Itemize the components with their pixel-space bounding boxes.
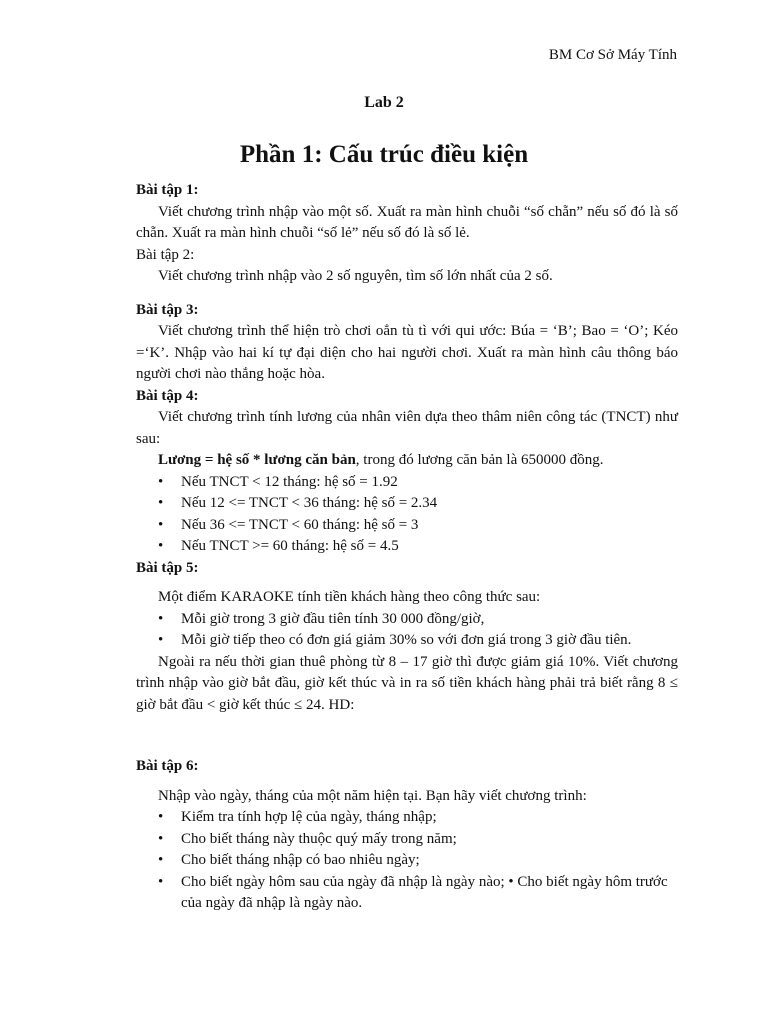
salary-formula-rest: , trong đó lương căn bản là 650000 đồng. <box>355 452 604 468</box>
list-item-text: Cho biết ngày hôm sau của ngày đã nhập là ngày nào; • Cho biết ngày hôm trước của ngày đã nhập là ngày nào. <box>181 873 668 911</box>
list-item-text: Cho biết tháng này thuộc quý mấy trong năm; <box>181 830 457 847</box>
salary-formula <box>136 450 678 472</box>
exercise-1-body: Viết chương trình nhập vào một số. Xuất ra màn hình chuỗi “số chẵn” nếu số đó là số chẵn. Xuất ra màn hình chuỗi “số lẻ” nếu số đó là số lẻ. <box>136 203 678 241</box>
list-item <box>136 536 678 558</box>
exercise-3-body: Viết chương trình thể hiện trò chơi oẳn tù tì với qui ước: Búa = ‘B’; Bao = ‘O’; Kéo =‘K’. Nhập vào hai kí tự đại diện cho hai người chơi. Xuất ra màn hình câu thông báo người chơi nào thắng hoặc hòa. <box>136 323 678 382</box>
list-item-text: Mỗi giờ tiếp theo có đơn giá giảm 30% so với đơn giá trong 3 giờ đầu tiên. <box>181 632 632 648</box>
exercise-4-list <box>136 472 678 558</box>
exercise-6-title: Bài tập 6: <box>136 758 199 774</box>
exercise-5-intro: Một điểm KARAOKE tính tiền khách hàng theo công thức sau: <box>158 589 541 605</box>
list-item <box>136 807 678 829</box>
list-item-text: Cho biết tháng nhập có bao nhiêu ngày; <box>181 852 420 868</box>
list-item-text: Nếu 36 <= TNCT < 60 tháng: hệ số = 3 <box>181 516 419 533</box>
bullet-icon: • <box>158 809 164 825</box>
list-item <box>136 609 678 631</box>
exercise-4-title: Bài tập 4: <box>136 387 199 404</box>
exercise-5-list <box>136 609 678 652</box>
list-item <box>136 850 678 872</box>
exercise-1-title: Bài tập 1: <box>136 182 199 198</box>
list-item <box>136 630 678 652</box>
list-item <box>136 493 678 515</box>
list-item <box>136 515 678 537</box>
part-title: Phần 1: Cấu trúc điều kiện <box>239 141 529 168</box>
list-item-text: Nếu TNCT < 12 tháng: hệ số = 1.92 <box>181 473 398 490</box>
exercise-5-body: Ngoài ra nếu thời gian thuê phòng từ 8 – 17 giờ thì được giảm giá 10%. Viết chương trình nhập vào giờ bắt đầu, giờ kết thúc và in ra số tiền khách hàng phải trả biết rằng 8 ≤ giờ bắt đầu < giờ kết thúc ≤ 24. HD: <box>136 653 678 713</box>
bullet-icon: • <box>158 516 164 533</box>
bullet-icon: • <box>158 873 164 890</box>
list-item <box>136 472 678 494</box>
bullet-icon: • <box>158 632 164 648</box>
exercise-4-body: Viết chương trình tính lương của nhân viên dựa theo thâm niên công tác (TNCT) như sau: <box>136 409 678 447</box>
list-item-text: Kiểm tra tính hợp lệ của ngày, tháng nhập; <box>181 809 437 825</box>
bullet-icon: • <box>158 610 164 627</box>
list-item <box>136 829 678 851</box>
list-item-text: Nếu 12 <= TNCT < 36 tháng: hệ số = 2.34 <box>181 495 438 511</box>
list-item-text: Mỗi giờ trong 3 giờ đầu tiên tính 30 000 đồng/giờ, <box>181 610 485 627</box>
exercise-6-intro: Nhập vào ngày, tháng của một năm hiện tại. Bạn hãy viết chương trình: <box>158 787 587 804</box>
list-item-text: Nếu TNCT >= 60 tháng: hệ số = 4.5 <box>181 538 399 554</box>
bullet-icon: • <box>158 495 164 511</box>
bullet-icon: • <box>158 538 164 554</box>
lab-title: Lab 2 <box>364 94 404 111</box>
salary-formula-bold: Lương = hệ số * lương căn bản <box>158 452 356 468</box>
bullet-icon: • <box>158 830 164 847</box>
bullet-icon: • <box>158 852 164 868</box>
exercise-6-list <box>136 807 678 915</box>
exercise-3-title: Bài tập 3: <box>136 301 199 318</box>
exercise-content <box>136 180 678 915</box>
exercise-5-title: Bài tập 5: <box>136 559 199 576</box>
exercise-2-title: Bài tập 2: <box>136 246 195 263</box>
list-item <box>136 872 678 915</box>
header-department: BM Cơ Sở Máy Tính <box>548 47 677 63</box>
exercise-2-body: Viết chương trình nhập vào 2 số nguyên, tìm số lớn nhất của 2 số. <box>158 268 553 284</box>
bullet-icon: • <box>158 473 164 490</box>
